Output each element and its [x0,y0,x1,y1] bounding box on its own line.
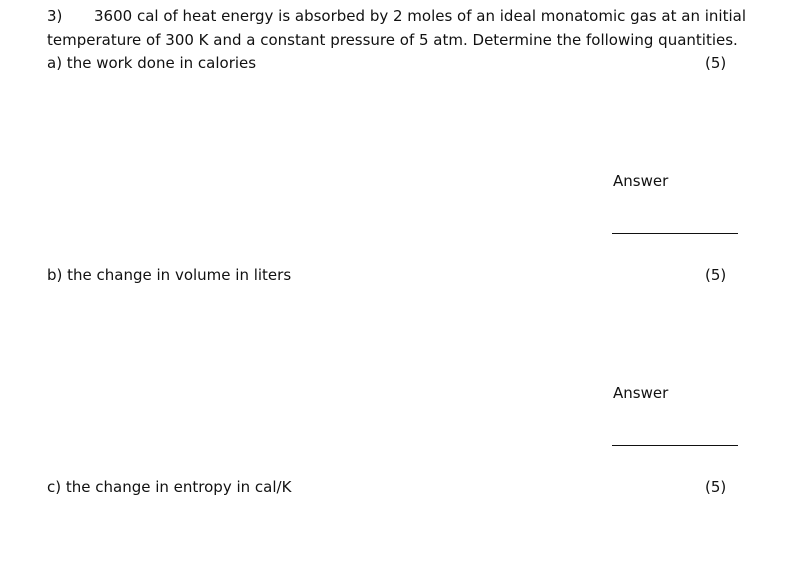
part-c-points: (5) [705,478,727,496]
part-a-answer-label: Answer [613,172,669,190]
part-c-label: c) the change in entropy in cal/K [47,478,292,496]
question-text-line-2: temperature of 300 K and a constant pressure of 5 atm. Determine the following quantities. [47,31,738,49]
part-a-label: a) the work done in calories [47,54,257,72]
question-number: 3) [47,7,63,25]
part-a-points: (5) [705,54,727,72]
part-b-label: b) the change in volume in liters [47,266,292,284]
part-b-answer-line [612,445,738,446]
part-a-answer-line [612,233,738,234]
question-text-line-1: 3600 cal of heat energy is absorbed by 2 moles of an ideal monatomic gas at an initial [94,7,746,25]
part-b-answer-label: Answer [613,384,669,402]
part-b-points: (5) [705,266,727,284]
